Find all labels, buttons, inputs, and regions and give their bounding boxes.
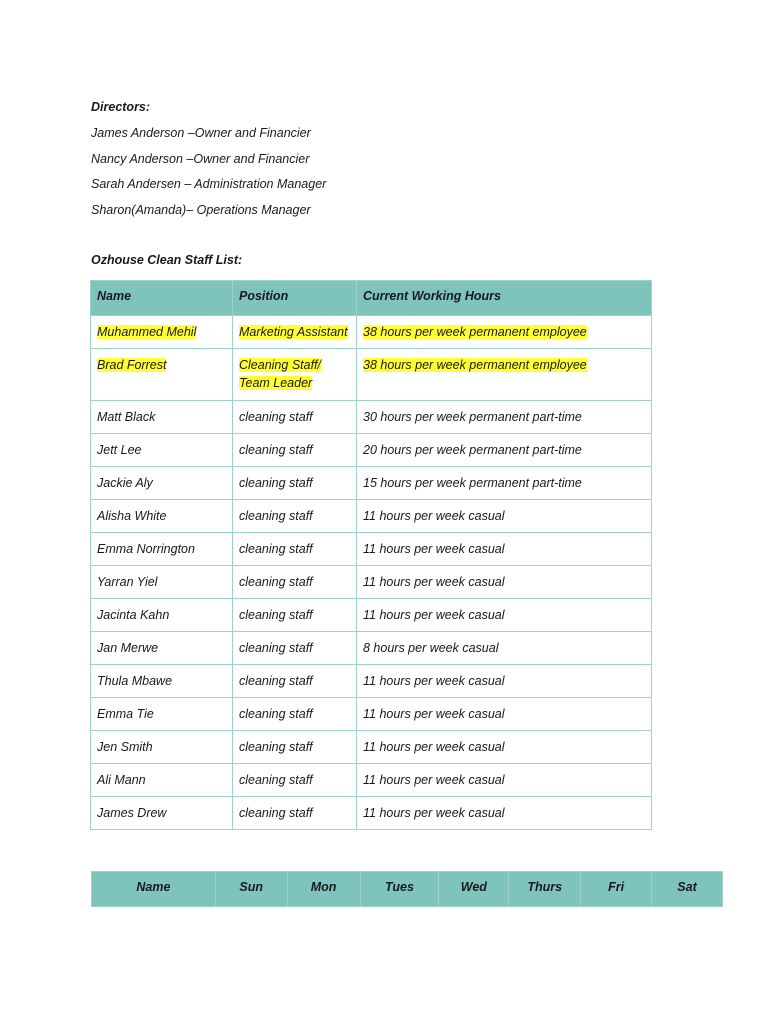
- directors-list: [91, 125, 326, 228]
- staff-position-line: Team Leader: [239, 376, 313, 390]
- staff-position-cell: [233, 599, 357, 632]
- staff-hours-cell: [357, 434, 652, 467]
- staff-name-text: Brad Forrest: [97, 358, 167, 372]
- staff-hours-text: 11 hours per week casual: [363, 575, 505, 589]
- staff-name-text: James Drew: [97, 806, 167, 820]
- table-row: [91, 797, 652, 830]
- staff-hours-cell: [357, 797, 652, 830]
- staff-position-text: cleaning staff: [239, 674, 313, 688]
- staff-list-heading: Ozhouse Clean Staff List:: [91, 253, 243, 267]
- staff-position-text: Marketing Assistant: [239, 325, 348, 339]
- table-row: [91, 665, 652, 698]
- staff-hours-text: 11 hours per week casual: [363, 509, 505, 523]
- staff-hours-text: 11 hours per week casual: [363, 740, 505, 754]
- staff-position-text: cleaning staff: [239, 740, 313, 754]
- staff-table-body: [91, 316, 652, 830]
- staff-position-cell: [233, 533, 357, 566]
- staff-hours-cell: [357, 566, 652, 599]
- staff-hours-cell: [357, 533, 652, 566]
- staff-hours-cell: [357, 316, 652, 349]
- staff-name-text: Emma Norrington: [97, 542, 195, 556]
- staff-hours-text: 11 hours per week casual: [363, 674, 505, 688]
- staff-hours-cell: [357, 349, 652, 401]
- staff-position-text: cleaning staff: [239, 410, 313, 424]
- table-row: [91, 467, 652, 500]
- staff-position-cell: [233, 665, 357, 698]
- staff-name-cell: [91, 349, 233, 401]
- staff-name-text: Muhammed Mehil: [97, 325, 197, 339]
- staff-name-cell: [91, 566, 233, 599]
- staff-name-cell: [91, 533, 233, 566]
- staff-name-cell: [91, 401, 233, 434]
- staff-hours-cell: [357, 632, 652, 665]
- director-item: Sharon(Amanda)– Operations Manager: [91, 203, 311, 218]
- staff-table-header-row: [91, 281, 652, 316]
- staff-name-cell: [91, 698, 233, 731]
- table-row: [91, 500, 652, 533]
- staff-position-cell: [233, 316, 357, 349]
- staff-position-text: cleaning staff: [239, 608, 313, 622]
- staff-name-cell: [91, 434, 233, 467]
- staff-name-text: Emma Tie: [97, 707, 154, 721]
- staff-name-cell: [91, 764, 233, 797]
- staff-hours-text: 11 hours per week casual: [363, 773, 505, 787]
- staff-position-text: cleaning staff: [239, 641, 313, 655]
- staff-name-cell: [91, 665, 233, 698]
- staff-name-text: Yarran Yiel: [97, 575, 158, 589]
- staff-hours-text: 8 hours per week casual: [363, 641, 499, 655]
- staff-position-text: cleaning staff: [239, 509, 313, 523]
- staff-hours-text: 11 hours per week casual: [363, 806, 505, 820]
- staff-hours-text: 11 hours per week casual: [363, 608, 505, 622]
- staff-position-cell: [233, 401, 357, 434]
- schedule-header-sun: Sun: [215, 872, 287, 907]
- staff-table: [90, 280, 652, 830]
- staff-name-cell: [91, 731, 233, 764]
- director-item: Nancy Anderson –Owner and Financier: [91, 151, 310, 166]
- staff-position-cell: [233, 797, 357, 830]
- table-row: [91, 698, 652, 731]
- staff-name-text: Jen Smith: [97, 740, 153, 754]
- staff-name-cell: [91, 797, 233, 830]
- staff-position-text: cleaning staff: [239, 476, 313, 490]
- staff-name-cell: [91, 500, 233, 533]
- staff-position-cell: [233, 500, 357, 533]
- directors-heading: Directors:: [91, 100, 151, 114]
- table-row: [91, 764, 652, 797]
- staff-name-text: Jackie Aly: [97, 476, 153, 490]
- column-header-position: Position: [233, 281, 357, 316]
- staff-position-cell: [233, 731, 357, 764]
- director-item: Sarah Andersen – Administration Manager: [91, 177, 327, 192]
- staff-hours-text: 20 hours per week permanent part-time: [363, 443, 582, 457]
- schedule-header-wed: Wed: [439, 872, 509, 907]
- table-row: [91, 731, 652, 764]
- table-row: [91, 434, 652, 467]
- staff-name-cell: [91, 599, 233, 632]
- staff-hours-text: 38 hours per week permanent employee: [363, 358, 587, 372]
- staff-position-text: cleaning staff: [239, 806, 313, 820]
- staff-hours-cell: [357, 500, 652, 533]
- staff-name-text: Ali Mann: [97, 773, 146, 787]
- staff-hours-cell: [357, 698, 652, 731]
- table-row: [91, 599, 652, 632]
- staff-position-text: cleaning staff: [239, 707, 313, 721]
- staff-position-cell: [233, 349, 357, 401]
- column-header-name: Name: [91, 281, 233, 316]
- schedule-header-thurs: Thurs: [509, 872, 581, 907]
- staff-position-cell: [233, 434, 357, 467]
- staff-position-cell: [233, 764, 357, 797]
- staff-position-cell: [233, 632, 357, 665]
- staff-name-cell: [91, 316, 233, 349]
- staff-hours-cell: [357, 764, 652, 797]
- column-header-hours: Current Working Hours: [357, 281, 652, 316]
- staff-position-line: Cleaning Staff/: [239, 358, 321, 372]
- staff-name-text: Matt Black: [97, 410, 156, 424]
- table-row: [91, 401, 652, 434]
- staff-name-text: Jett Lee: [97, 443, 142, 457]
- staff-hours-text: 11 hours per week casual: [363, 707, 505, 721]
- schedule-header-name: Name: [92, 872, 216, 907]
- staff-hours-cell: [357, 731, 652, 764]
- staff-position-cell: [233, 698, 357, 731]
- staff-hours-text: 15 hours per week permanent part-time: [363, 476, 582, 490]
- staff-position-text: cleaning staff: [239, 575, 313, 589]
- staff-hours-cell: [357, 665, 652, 698]
- staff-name-text: Thula Mbawe: [97, 674, 173, 688]
- staff-name-text: Alisha White: [97, 509, 167, 523]
- staff-position-cell: [233, 566, 357, 599]
- schedule-header-mon: Mon: [287, 872, 360, 907]
- staff-name-cell: [91, 467, 233, 500]
- table-row: [91, 316, 652, 349]
- staff-hours-cell: [357, 599, 652, 632]
- staff-hours-text: 30 hours per week permanent part-time: [363, 410, 582, 424]
- table-row: [91, 533, 652, 566]
- director-item: James Anderson –Owner and Financier: [91, 126, 311, 140]
- schedule-header-row: [92, 872, 723, 907]
- schedule-header-fri: Fri: [581, 872, 652, 907]
- schedule-table: [91, 871, 723, 907]
- table-row: [91, 632, 652, 665]
- staff-position-text: cleaning staff: [239, 773, 313, 787]
- staff-position-text: cleaning staff: [239, 443, 313, 457]
- staff-hours-text: 38 hours per week permanent employee: [363, 325, 587, 339]
- staff-position-text: cleaning staff: [239, 542, 313, 556]
- table-row: [91, 566, 652, 599]
- staff-name-cell: [91, 632, 233, 665]
- staff-hours-cell: [357, 467, 652, 500]
- staff-name-text: Jacinta Kahn: [97, 608, 170, 622]
- schedule-header-sat: Sat: [652, 872, 723, 907]
- schedule-header-tues: Tues: [360, 872, 439, 907]
- staff-hours-text: 11 hours per week casual: [363, 542, 505, 556]
- table-row: [91, 349, 652, 401]
- staff-name-text: Jan Merwe: [97, 641, 159, 655]
- staff-position-cell: [233, 467, 357, 500]
- staff-hours-cell: [357, 401, 652, 434]
